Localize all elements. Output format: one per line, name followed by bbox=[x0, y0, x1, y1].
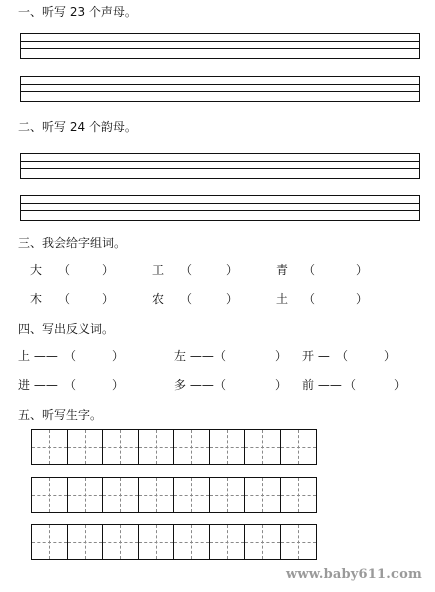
word-group-char: 木 bbox=[30, 292, 43, 306]
antonym-prompt: 左 —— bbox=[174, 349, 214, 363]
section-4-title: 四、写出反义词。 bbox=[18, 322, 115, 336]
paren-close: ） bbox=[384, 349, 397, 363]
word-group-char: 农 bbox=[152, 292, 165, 306]
tian-cell[interactable] bbox=[32, 525, 68, 559]
tian-cell[interactable] bbox=[210, 525, 246, 559]
paren-open: （ bbox=[180, 263, 193, 277]
paren-open: （ bbox=[58, 292, 71, 306]
tian-cell[interactable] bbox=[210, 430, 246, 464]
paren-close: ） bbox=[226, 263, 239, 277]
tian-cell[interactable] bbox=[174, 525, 210, 559]
tian-cell[interactable] bbox=[210, 478, 246, 512]
tian-cell[interactable] bbox=[281, 478, 317, 512]
tian-cell[interactable] bbox=[281, 525, 317, 559]
paren-close: ） bbox=[275, 349, 288, 363]
section-2-title: 二、听写 24 个韵母。 bbox=[18, 120, 137, 134]
tian-cell[interactable] bbox=[281, 430, 317, 464]
tian-cell[interactable] bbox=[68, 478, 104, 512]
paren-close: ） bbox=[275, 378, 288, 392]
pinyin-writing-line-2[interactable] bbox=[20, 76, 420, 102]
word-group-char: 土 bbox=[276, 292, 289, 306]
paren-close: ） bbox=[102, 292, 115, 306]
tian-cell[interactable] bbox=[32, 478, 68, 512]
paren-open: （ bbox=[336, 349, 349, 363]
pinyin-writing-line-3[interactable] bbox=[20, 153, 420, 179]
pinyin-writing-line-1[interactable] bbox=[20, 33, 420, 59]
character-grid-row[interactable] bbox=[31, 524, 317, 560]
word-group-char: 大 bbox=[30, 263, 43, 277]
paren-open: （ bbox=[303, 292, 316, 306]
tian-cell[interactable] bbox=[68, 430, 104, 464]
paren-close: ） bbox=[394, 378, 407, 392]
tian-cell[interactable] bbox=[68, 525, 104, 559]
paren-open: （ bbox=[214, 349, 227, 363]
watermark: www.baby611.com bbox=[286, 567, 422, 582]
pinyin-writing-line-4[interactable] bbox=[20, 195, 420, 221]
tian-cell[interactable] bbox=[245, 430, 281, 464]
antonym-prompt: 上 —— bbox=[18, 349, 58, 363]
tian-cell[interactable] bbox=[245, 525, 281, 559]
antonym-prompt: 开 — bbox=[302, 349, 330, 363]
tian-cell[interactable] bbox=[174, 430, 210, 464]
word-group-char: 工 bbox=[152, 263, 165, 277]
paren-open: （ bbox=[58, 263, 71, 277]
paren-close: ） bbox=[112, 349, 125, 363]
antonym-prompt: 前 —— bbox=[302, 378, 342, 392]
tian-cell[interactable] bbox=[139, 478, 175, 512]
tian-cell[interactable] bbox=[245, 478, 281, 512]
paren-open: （ bbox=[214, 378, 227, 392]
tian-cell[interactable] bbox=[32, 430, 68, 464]
tian-cell[interactable] bbox=[103, 430, 139, 464]
paren-open: （ bbox=[344, 378, 357, 392]
tian-cell[interactable] bbox=[103, 525, 139, 559]
paren-close: ） bbox=[356, 292, 369, 306]
paren-open: （ bbox=[64, 349, 77, 363]
character-grid-row[interactable] bbox=[31, 477, 317, 513]
word-group-char: 青 bbox=[276, 263, 289, 277]
character-grid-row[interactable] bbox=[31, 429, 317, 465]
antonym-prompt: 多 —— bbox=[174, 378, 214, 392]
tian-cell[interactable] bbox=[139, 525, 175, 559]
paren-close: ） bbox=[102, 263, 115, 277]
paren-close: ） bbox=[226, 292, 239, 306]
paren-close: ） bbox=[112, 378, 125, 392]
antonym-prompt: 进 —— bbox=[18, 378, 58, 392]
section-1-title: 一、听写 23 个声母。 bbox=[18, 5, 137, 19]
tian-cell[interactable] bbox=[139, 430, 175, 464]
section-3-title: 三、我会给字组词。 bbox=[18, 236, 127, 250]
paren-close: ） bbox=[356, 263, 369, 277]
paren-open: （ bbox=[180, 292, 193, 306]
section-5-title: 五、听写生字。 bbox=[18, 408, 103, 422]
paren-open: （ bbox=[64, 378, 77, 392]
tian-cell[interactable] bbox=[174, 478, 210, 512]
tian-cell[interactable] bbox=[103, 478, 139, 512]
paren-open: （ bbox=[303, 263, 316, 277]
